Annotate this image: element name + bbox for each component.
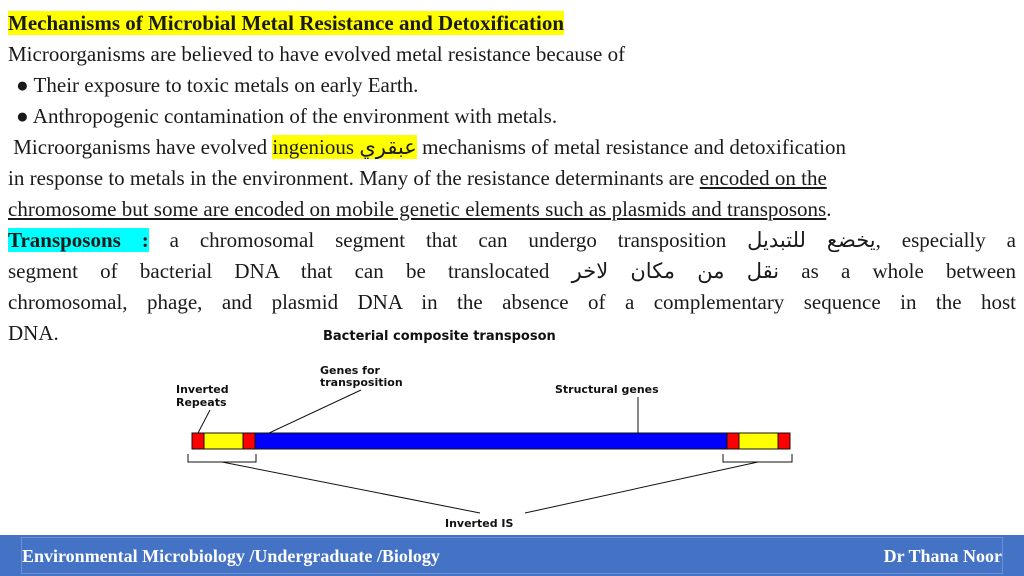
p1-line3-end: . [826, 197, 832, 221]
term-transposons: Transposons : [8, 228, 149, 252]
label-inverted-is: Inverted IS [445, 517, 514, 530]
paragraph-2-line-2: segment of bacterial DNA that can be translocated نقل من مكان لاخر as a whole between [8, 259, 1016, 283]
inverted-repeat-right-outer [778, 433, 790, 449]
paragraph-2-line-3: chromosomal, phage, and plasmid DNA in the absence of a complementary sequence in the host [8, 290, 1016, 314]
footer-author: Dr Thana Noor [883, 546, 1002, 566]
label-genes-for-2: transposition [320, 376, 403, 389]
inverted-repeat-left-inner [243, 433, 255, 449]
transposition-gene-right [739, 433, 778, 449]
paragraph-1-line-3 [8, 194, 1016, 225]
p1-line3-underlined: chromosome but some are encoded on mobile genetic elements such as plasmids and transposons [8, 197, 827, 221]
bullet-item: ● Their exposure to toxic metals on early Earth. [16, 73, 419, 97]
p1-end: mechanisms of metal resistance and detoxification [416, 135, 847, 159]
paragraph-2-line-1 [8, 225, 1016, 256]
highlight-ingenious: ingenious عبقري [272, 135, 417, 159]
paragraph-1-line-1 [8, 132, 1016, 163]
footer-course: Environmental Microbiology /Undergraduate /Biology [22, 546, 440, 566]
pointer-is-left [222, 462, 480, 513]
label-inverted-repeats-2: Repeats [176, 396, 227, 409]
label-inverted-repeats-1: Inverted [176, 383, 229, 396]
bracket-right-is [723, 454, 792, 462]
slide-body [8, 8, 1016, 349]
diagram-title: Bacterial composite transposon [323, 329, 556, 344]
label-structural-genes: Structural genes [555, 383, 659, 396]
transposon-bar [192, 433, 789, 449]
transposition-gene-left [204, 433, 243, 449]
inverted-repeat-right-inner [727, 433, 739, 449]
footer-bar [0, 535, 1024, 576]
pointer-inverted-repeats [198, 410, 210, 433]
bullet-item: ● Anthropogenic contamination of the environment with metals. [16, 104, 558, 128]
slide-title: Mechanisms of Microbial Metal Resistance and Detoxification [8, 11, 565, 35]
inverted-repeat-left-outer [192, 433, 204, 449]
pointer-is-right [525, 462, 758, 513]
transposon-diagram [170, 320, 870, 535]
paragraph-1-line-2 [8, 163, 1016, 194]
label-genes-for-1: Genes for [320, 364, 380, 377]
p2-line1: a chromosomal segment that can undergo transposition يخضع للتبديل, especially a [148, 228, 1016, 252]
bracket-left-is [188, 454, 256, 462]
p1-start: Microorganisms have evolved [8, 135, 273, 159]
intro-text: Microorganisms are believed to have evolved metal resistance because of [8, 42, 626, 66]
p1-line2-underlined: encoded on the [699, 166, 827, 190]
p1-line2-plain: in response to metals in the environment. Many of the resistance determinants are [8, 166, 700, 190]
paragraph-2-line-4: DNA. [8, 321, 59, 345]
